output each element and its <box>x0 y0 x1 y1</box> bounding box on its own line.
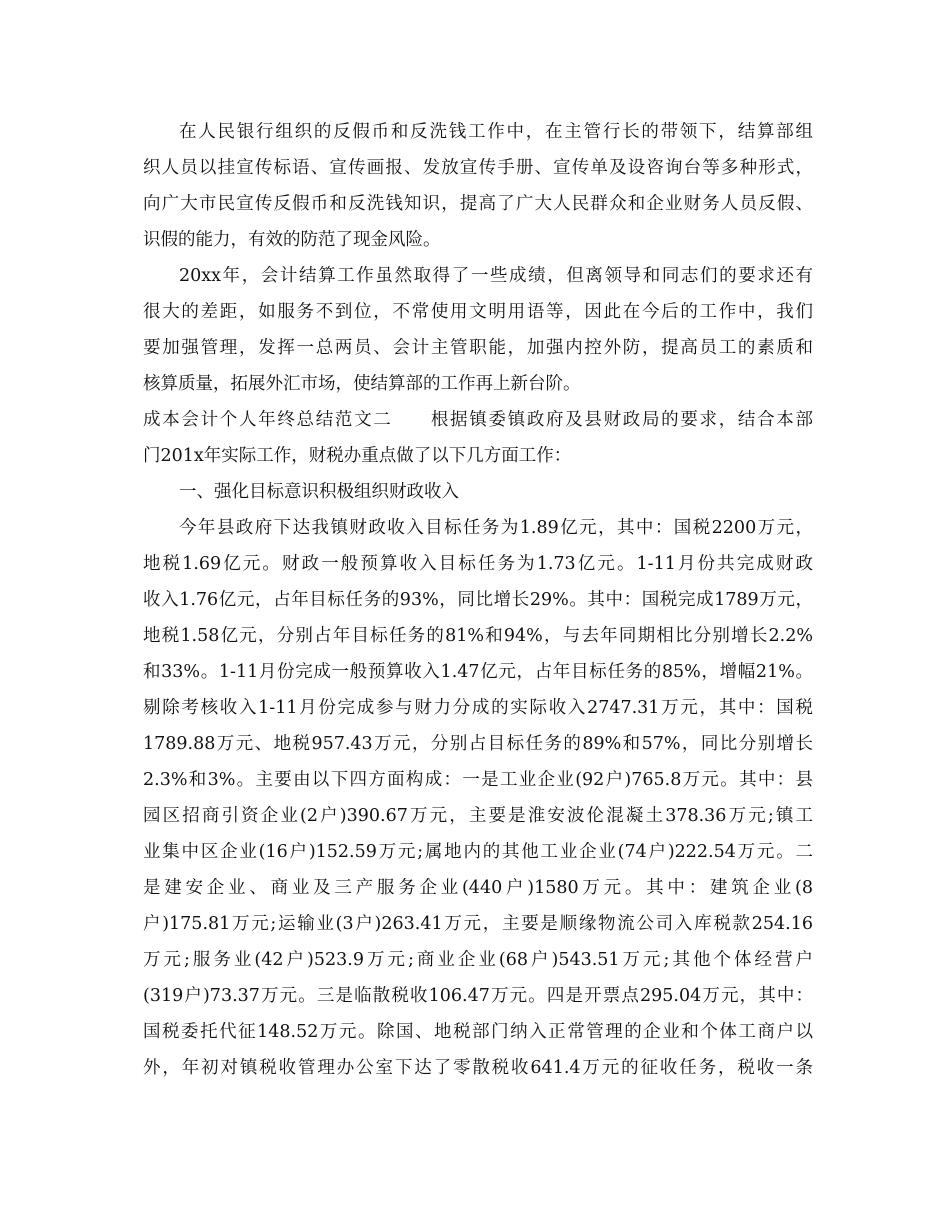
text-line: 织人员以挂宣传标语、宣传画报、发放宣传手册、宣传单及设咨询台等多种形式， <box>143 158 813 178</box>
text-line: 园区招商引资企业(2户)390.67万元，主要是淮安波伦混凝土378.36万元;镇工 <box>143 806 813 826</box>
text-line: 外，年初对镇税收管理办公室下达了零散税收641.4万元的征收任务，税收一条 <box>143 1058 813 1078</box>
text-line: 和33%。1-11月份完成一般预算收入1.47亿元，占年目标任务的85%，增幅21%。 <box>143 662 813 682</box>
text-line: 收入1.76亿元，占年目标任务的93%，同比增长29%。其中：国税完成1789万元， <box>143 590 813 610</box>
text-line: 剔除考核收入1-11月份完成参与财力分成的实际收入2747.31万元，其中：国税 <box>143 698 813 718</box>
text-line: 向广大市民宣传反假币和反洗钱知识，提高了广大人民群众和企业财务人员反假、 <box>143 194 813 214</box>
text-line: 国税委托代征148.52万元。除国、地税部门纳入正常管理的企业和个体工商户以 <box>143 1022 813 1042</box>
text-line: 户)175.81万元;运输业(3户)263.41万元，主要是顺缘物流公司入库税款254.16 <box>143 914 813 934</box>
text-line: 门201x年实际工作，财税办重点做了以下几方面工作： <box>143 446 572 466</box>
text-line: 万元;服务业(42户)523.9万元;商业企业(68户)543.51万元;其他个体经营户 <box>143 950 813 970</box>
text-line: 是建安企业、商业及三产服务企业(440户)1580万元。其中：建筑企业(8 <box>143 878 813 898</box>
text-line: 要加强管理，发挥一总两员、会计主管职能，加强内控外防，提高员工的素质和 <box>143 338 813 358</box>
text-line: 地税1.58亿元，分别占年目标任务的81%和94%，与去年同期相比分别增长2.2% <box>143 626 813 646</box>
text-line: 业集中区企业(16户)152.59万元;属地内的其他工业企业(74户)222.54万元。二 <box>143 842 813 862</box>
text-line: 2.3%和3%。主要由以下四方面构成：一是工业企业(92户)765.8万元。其中：县 <box>143 770 813 790</box>
text-line: 今年县政府下达我镇财政收入目标任务为1.89亿元，其中：国税2200万元， <box>179 518 813 538</box>
text-line: 在人民银行组织的反假币和反洗钱工作中，在主管行长的带领下，结算部组 <box>179 122 813 142</box>
text-line: 20xx年，会计结算工作虽然取得了一些成绩，但离领导和同志们的要求还有 <box>179 266 813 286</box>
text-line: (319户)73.37万元。三是临散税收106.47万元。四是开票点295.04万元，其中： <box>143 986 813 1006</box>
text-line: 1789.88万元、地税957.43万元，分别占目标任务的89%和57%，同比分别增长 <box>143 734 813 754</box>
text-line: 很大的差距，如服务不到位，不常使用文明用语等，因此在今后的工作中，我们 <box>143 302 813 322</box>
text-line: 地税1.69亿元。财政一般预算收入目标任务为1.73亿元。1-11月份共完成财政 <box>143 554 813 574</box>
section-heading-line: 成本会计个人年终总结范文二 根据镇委镇政府及县财政局的要求，结合本部 <box>143 410 813 430</box>
text-line: 识假的能力，有效的防范了现金风险。 <box>143 230 441 250</box>
subsection-heading: 一、强化目标意识积极组织财政收入 <box>179 482 459 502</box>
text-line: 核算质量，拓展外汇市场，使结算部的工作再上新台阶。 <box>143 374 581 394</box>
